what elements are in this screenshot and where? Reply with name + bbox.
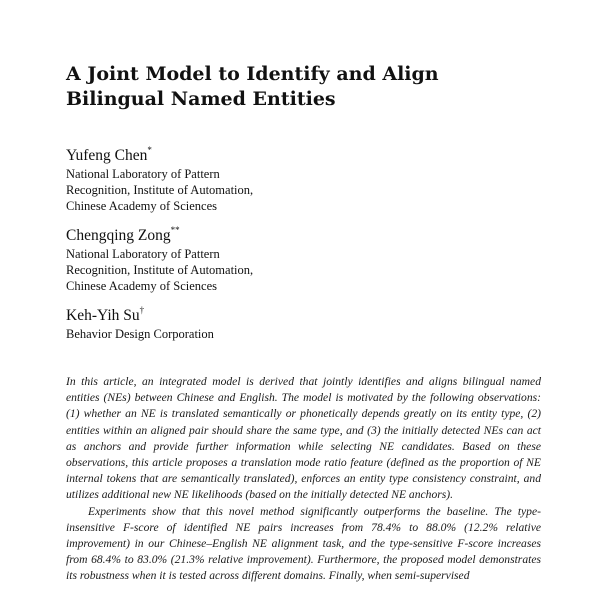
author-affiliation-line: National Laboratory of Pattern (66, 167, 220, 181)
author-block-1 (66, 146, 426, 214)
author-name-text: Yufeng Chen (66, 147, 148, 164)
abstract (66, 374, 541, 585)
author-name (66, 306, 426, 325)
paper-title: A Joint Model to Identify and Align Bilingual Named Entities (66, 63, 439, 110)
author-affiliation-line: National Laboratory of Pattern (66, 247, 220, 261)
author-name (66, 226, 426, 245)
author-affiliation-line: Chinese Academy of Sciences (66, 279, 217, 293)
author-name-text: Chengqing Zong (66, 227, 171, 244)
author-affiliation-line: Recognition, Institute of Automation, (66, 263, 254, 277)
author-footnote-mark: ** (170, 224, 180, 235)
author-block-3 (66, 306, 426, 342)
author-affiliation-line: Chinese Academy of Sciences (66, 199, 217, 213)
author-footnote-mark: * (147, 144, 152, 155)
author-footnote-mark: † (139, 304, 145, 315)
author-name (66, 146, 426, 165)
author-affiliation-line: Behavior Design Corporation (66, 327, 214, 341)
author-name-text: Keh-Yih Su (66, 307, 140, 324)
abstract-paragraph-1: In this article, an integrated model is derived that jointly identifies and aligns bilingual named entities (NEs) between Chinese and English. The model is motivated by the following observations: (1) whether an NE is translated semantically or phonetically depends greatly on its entity type, (2) entities within an aligned pair should share the same type, and (3) the initially detected NEs can act as anchors and provide further information while selecting NE candidates. Based on these observations, this article proposes a translation mode ratio feature (defined as the proportion of NE internal tokens that are semantically translated), enforces an entity type consistency constraint, and utilizes additional new NE likelihoods (based on the initially detected NE anchors). (66, 375, 541, 502)
author-block-2 (66, 226, 426, 294)
abstract-paragraph-2: Experiments show that this novel method significantly outperforms the baseline. The type-insensitive F-score of identified NE pairs increases from 78.4% to 88.0% (12.2% relative improvement) in our Chinese–English NE alignment task, and the type-sensitive F-score increases from 68.4% to 83.0% (21.3% relative improvement). Furthermore, the proposed model demonstrates its robustness when it is tested across different domains. Finally, when semi-supervised (66, 504, 541, 583)
author-affiliation-line: Recognition, Institute of Automation, (66, 183, 254, 197)
